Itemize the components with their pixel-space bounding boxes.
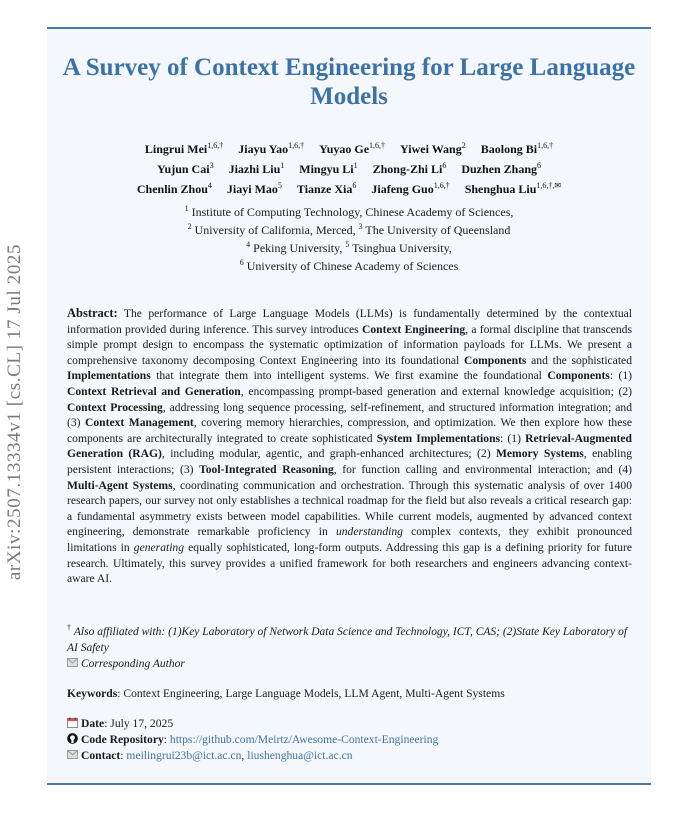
author: Yuyao $Ge^{1,6,\dagger}$	[319, 141, 386, 156]
author: Duzhen Zhang$^6$	[461, 161, 542, 176]
author: Jiayu Yao$^{1,6,\dagger}$	[238, 141, 305, 156]
author-row-2	[57, 159, 641, 179]
author: Mingyu Li$^1$	[299, 161, 358, 176]
author-row-3	[57, 179, 641, 199]
repo-row: Code Repository: https://github.com/Meirtz/Awesome-Context-Engineering	[67, 732, 632, 748]
email-link[interactable]: meilingrui23b@ict.ac.cn	[126, 749, 242, 762]
arxiv-identifier	[2, 172, 28, 652]
arxiv-identifier-text: arXiv:2507.13334v1 [cs.CL] 17 Jul 2025	[4, 243, 25, 581]
keywords: Keywords: Context Engineering, Large Language Models, LLM Agent, Multi-Agent Systems	[67, 687, 505, 700]
repo-link[interactable]: https://github.com/Meirtz/Awesome-Context-Engineering	[169, 733, 439, 746]
author: Shenghua Liu$^{1,6,\dagger,✉}$	[464, 181, 562, 196]
author: Jiazhi Liu$^1$	[228, 161, 285, 176]
calendar-icon	[67, 717, 78, 728]
paper-meta	[67, 716, 632, 764]
corresponding-footnote: Corresponding Author	[67, 656, 632, 672]
affiliation-line: $^1$ Institute of Computing Technology, Chinese Academy of Sciences,	[184, 204, 514, 219]
footnotes	[67, 624, 632, 672]
author: Jiayi Mao$^5$	[226, 181, 282, 196]
abstract-label: Abstract:	[67, 306, 118, 320]
affiliation-line: $^2$ University of California, Merced, $^3$ The University of Queensland	[187, 222, 511, 237]
author: Yujun Cai$^3$	[156, 161, 214, 176]
envelope-icon	[67, 657, 78, 668]
date-row: Date: July 17, 2025	[67, 716, 632, 732]
author: Lingrui Mei$^{1,6,\dagger}$	[144, 141, 224, 156]
github-icon	[67, 733, 78, 744]
email-link[interactable]: liushenghua@ict.ac.cn	[247, 749, 353, 762]
author: Tianze Xia$^6$	[296, 181, 357, 196]
author: Yiwei Wang$^2$	[400, 141, 466, 156]
author-list	[57, 139, 641, 199]
affiliations	[57, 203, 641, 275]
abstract: Abstract: The performance of Large Language Models (LLMs) is fundamentally determined by the contextual information provided during inference. This survey introduces Context Engineering, a formal discipline that transcends simple prompt design to encompass the systematic optimization of information payloads for LLMs. We present a comprehensive taxonomy decomposing Context Engineering into its foundational Components and the sophisticated Implementations that integrate them into intelligent systems. We first examine the foundational Components: (1) Context Retrieval and Generation, encompassing prompt-based generation and external knowledge acquisition; (2) Context Processing, addressing long sequence processing, self-refinement, and structured information integration; and (3) Context Management, covering memory hierarchies, compression, and optimization. We then explore how these components are architecturally integrated to create sophisticated System Implementations: (1) Retrieval-Augmented Generation (RAG), including modular, agentic, and graph-enhanced architectures; (2) Memory Systems, enabling persistent interactions; (3) Tool-Integrated Reasoning, for function calling and environmental interaction; and (4) Multi-Agent Systems, coordinating communication and orchestration. Through this systematic analysis of over 1400 research papers, our survey not only establishes a technical roadmap for the field but also reveals a critical research gap: a fundamental asymmetry exists between model capabilities. While current models, augmented by advanced context engineering, demonstrate remarkable proficiency in understanding complex contexts, they exhibit pronounced limitations in generating equally sophisticated, long-form outputs. Addressing this gap is a defining priority for future research. Ultimately, this survey provides a unified framework for both researchers and engineers advancing context-aware AI.	[67, 306, 633, 586]
paper-header-panel	[47, 27, 651, 785]
contact-row: Contact: meilingrui23b@ict.ac.cn, liushenghua@ict.ac.cn	[67, 748, 632, 764]
author-row-1	[57, 139, 641, 159]
author: Zhong-Zhi Li$^6$	[372, 161, 447, 176]
paper-title: A Survey of Context Engineering for Large Language Models	[62, 54, 636, 110]
author: Chenlin Zhou$^4$	[136, 181, 212, 196]
author: Baolong $Bi^{1,6,\dagger}$	[480, 141, 554, 156]
author: Jiafeng Guo$^{1,6,\dagger}$	[371, 181, 450, 196]
envelope-icon	[67, 749, 78, 760]
affiliation-line: $^4$ Peking University, $^5$ Tsinghua University,	[246, 240, 452, 255]
affiliation-line: $^6$ University of Chinese Academy of Sciences	[239, 258, 459, 273]
affiliation-footnote: † Also affiliated with: (1)Key Laboratory of Network Data Science and Technology, ICT, CAS; (2)State Key Laboratory of AI Safety	[67, 623, 628, 654]
